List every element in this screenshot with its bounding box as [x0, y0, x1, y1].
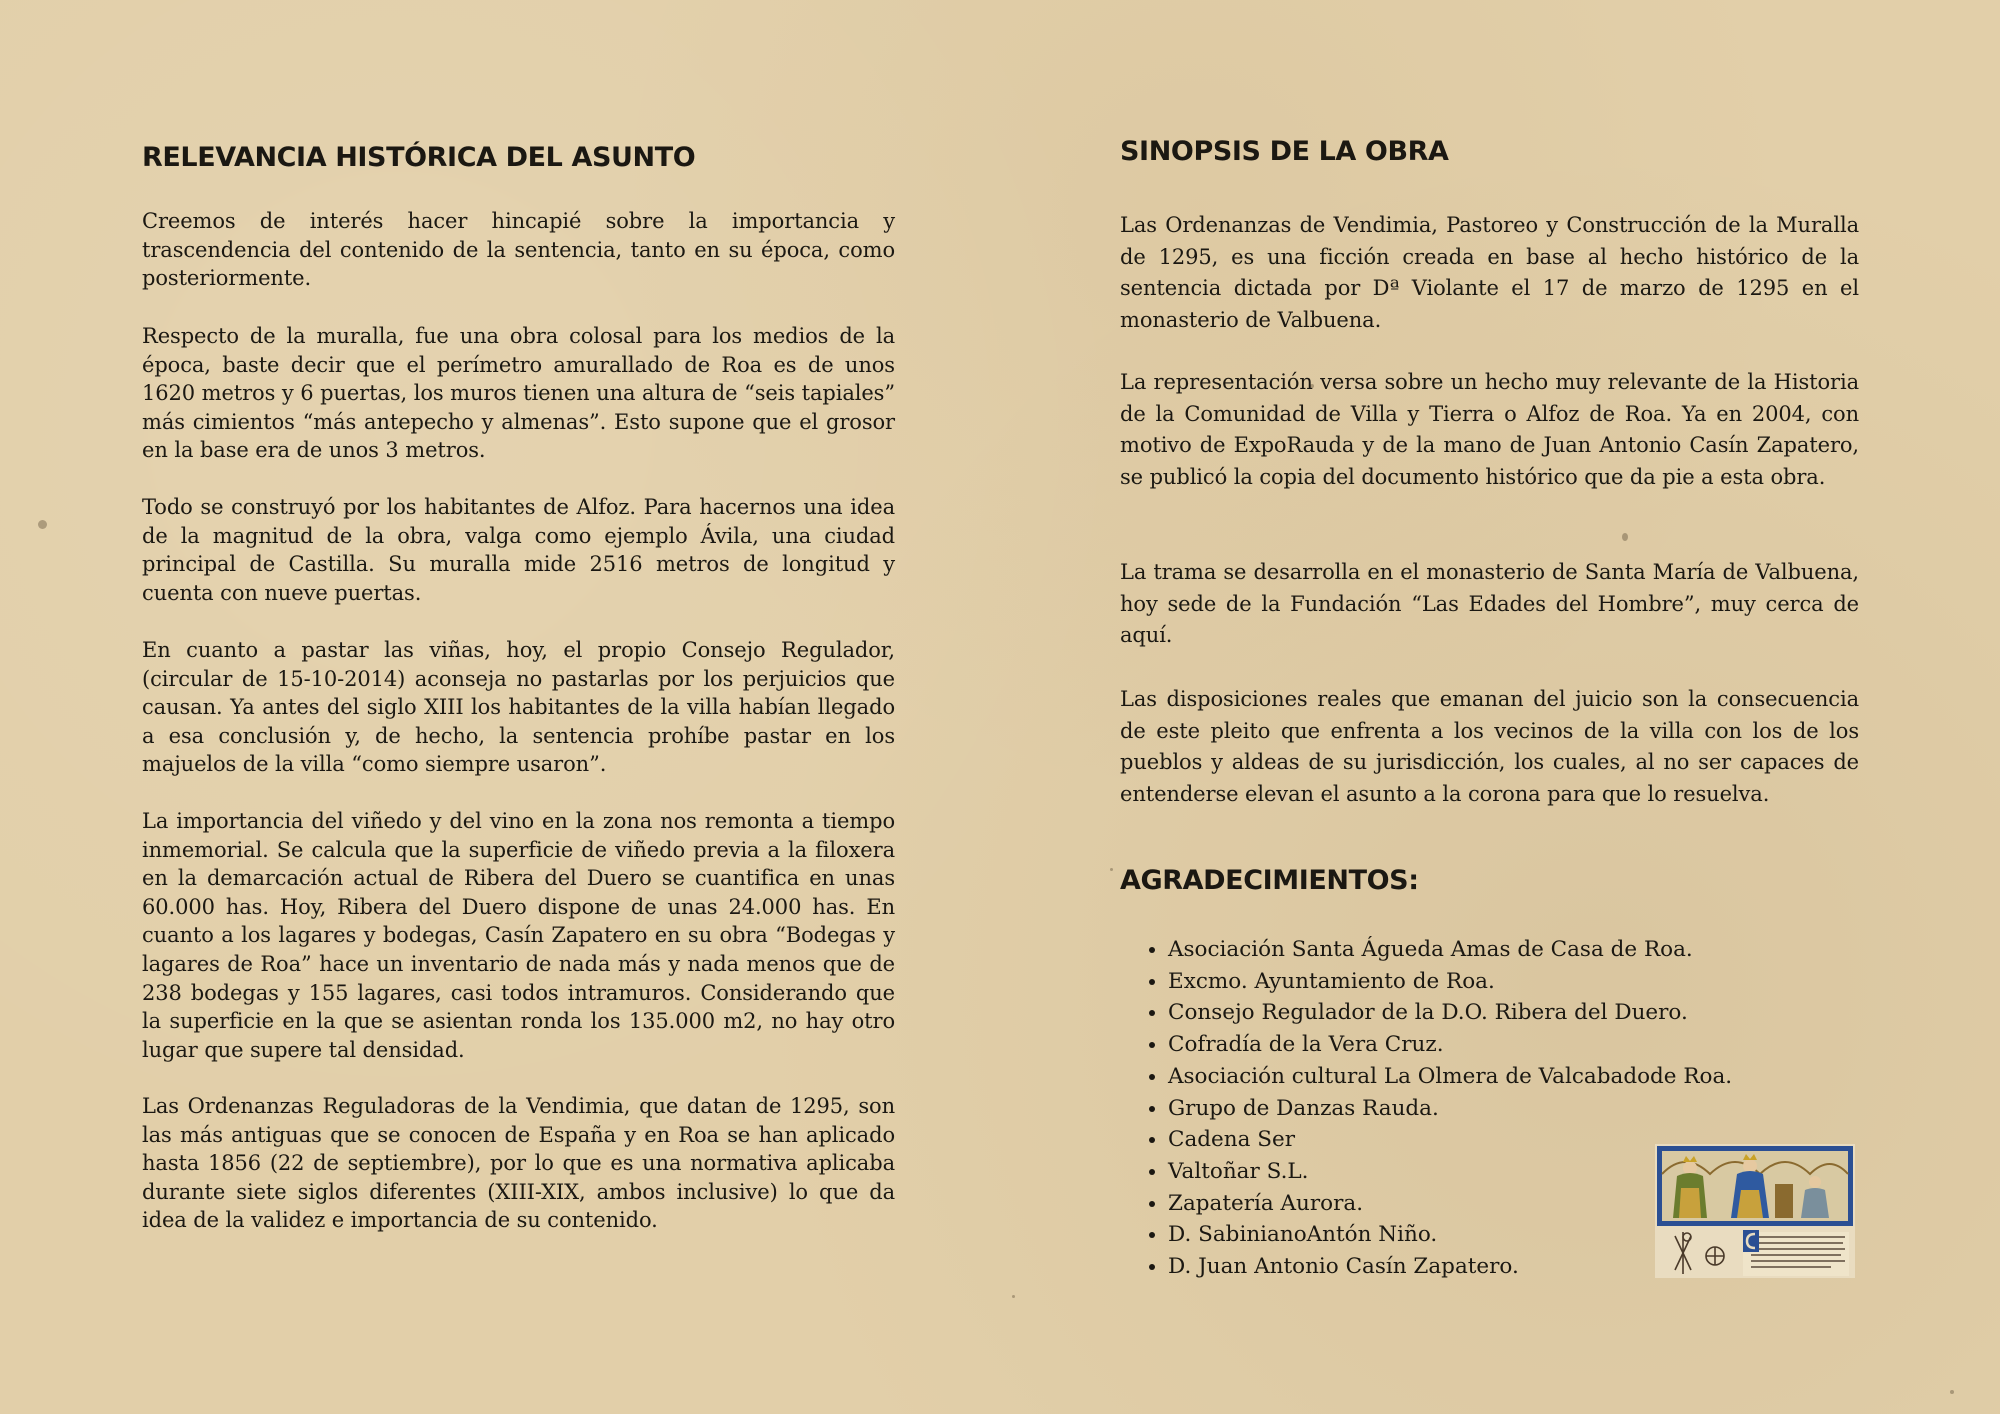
paper-speck: [1012, 1295, 1015, 1298]
list-item: • Valtoñar S.L.: [1168, 1156, 1732, 1188]
paper-speck: [1110, 868, 1113, 871]
list-item: • Asociación Santa Águeda Amas de Casa de Roa.: [1168, 934, 1732, 966]
left-paragraph-3: Todo se construyó por los habitantes de Alfoz. Para hacernos una idea de la magnitud de la obra, valga como ejemplo Ávila, una ciudad principal de Castilla. Su muralla mide 2516 metros de longitud y cuenta con nueve puertas.: [142, 495, 895, 605]
right-paragraph-2: La representación versa sobre un hecho muy relevante de la Historia de la Comunidad de Villa y Tierra o Alfoz de Roa. Ya en 2004, con motivo de ExpoRauda y de la mano de Juan Antonio Casín Zapatero, se publicó la copia del documento histórico que da pie a esta obra.: [1120, 370, 1859, 489]
list-item: • Cofradía de la Vera Cruz.: [1168, 1029, 1732, 1061]
list-item: • Asociación cultural La Olmera de Valcabadode Roa.: [1168, 1061, 1732, 1093]
left-paragraph-6: Las Ordenanzas Reguladoras de la Vendimia, que datan de 1295, son las más antiguas que se conocen de España y en Roa se han aplicado hasta 1856 (22 de septiembre), por lo que es una normativa aplicaba durante siete siglos diferentes (XIII-XIX, ambos inclusive) lo que da idea de la validez e importancia de su contenido.: [142, 1094, 895, 1233]
historical-relevance-heading: RELEVANCIA HISTÓRICA DEL ASUNTO: [142, 142, 696, 173]
left-paragraph-5: La importancia del viñedo y del vino en la zona nos remonta a tiempo inmemorial. Se calcula que la superficie de viñedo previa a la filoxera en la demarcación actual de Ribera del Duero se cuantifica en unas 60.000 has. Hoy, Ribera del Duero dispone de unas 24.000 has. En cuanto a los lagares y bodegas, Casín Zapatero en su obra “Bodegas y lagares de Roa” hace un inventario de nada más y nada menos que de 238 bodegas y 155 lagares, casi todos intramuros. Considerando que la superficie en la que se asientan ronda los 135.000 m2, no hay otro lugar que supere tal densidad.: [142, 809, 895, 1062]
left-paragraph-4: En cuanto a pastar las viñas, hoy, el propio Consejo Regulador, (circular de 15-10-2014) aconseja no pastarlas por los perjuicios que causan. Ya antes del siglo XIII los habitantes de la villa habían llegado a esa conclusión y, de hecho, la sentencia prohíbe pastar en los majuelos de la villa “como siempre usaron”.: [142, 638, 895, 777]
list-item: • D. SabinianoAntón Niño.: [1168, 1219, 1732, 1251]
list-item: • Grupo de Danzas Rauda.: [1168, 1093, 1732, 1125]
medieval-manuscript-miniature-icon: [1655, 1144, 1855, 1278]
left-paragraph-2: Respecto de la muralla, fue una obra colosal para los medios de la época, baste decir que el perímetro amurallado de Roa es de unos 1620 metros y 6 puertas, los muros tienen una altura de “seis tapiales” más cimientos “más antepecho y almenas”. Esto supone que el grosor en la base era de unos 3 metros.: [142, 324, 895, 463]
paper-speck: [1950, 1390, 1954, 1394]
synopsis-heading: SINOPSIS DE LA OBRA: [1120, 136, 1449, 167]
right-paragraph-4: Las disposiciones reales que emanan del juicio son la consecuencia de este pleito que enfrenta a los vecinos de la villa con los de los pueblos y aldeas de su jurisdicción, los cuales, al no ser capaces de entenderse elevan el asunto a la corona para que lo resuelva.: [1120, 687, 1859, 806]
list-item: • Consejo Regulador de la D.O. Ribera del Duero.: [1168, 997, 1732, 1029]
acknowledgements-heading: AGRADECIMIENTOS:: [1120, 865, 1419, 896]
left-paragraph-1: Creemos de interés hacer hincapié sobre la importancia y trascendencia del contenido de la sentencia, tanto en su época, como posteriormente.: [142, 209, 895, 291]
list-item: • Cadena Ser: [1168, 1124, 1732, 1156]
right-paragraph-1: Las Ordenanzas de Vendimia, Pastoreo y Construcción de la Muralla de 1295, es una ficción creada en base al hecho histórico de la sentencia dictada por Dª Violante el 17 de marzo de 1295 en el monasterio de Valbuena.: [1120, 213, 1859, 332]
right-paragraph-3: La trama se desarrolla en el monasterio de Santa María de Valbuena, hoy sede de la Fundación “Las Edades del Hombre”, muy cerca de aquí.: [1120, 560, 1859, 648]
paper-speck: [38, 520, 47, 529]
list-item: • Zapatería Aurora.: [1168, 1188, 1732, 1220]
paper-speck: [1622, 533, 1628, 541]
list-item: • Excmo. Ayuntamiento de Roa.: [1168, 966, 1732, 998]
list-item: • D. Juan Antonio Casín Zapatero.: [1168, 1251, 1732, 1283]
acknowledgements-list: [1120, 934, 1732, 1283]
